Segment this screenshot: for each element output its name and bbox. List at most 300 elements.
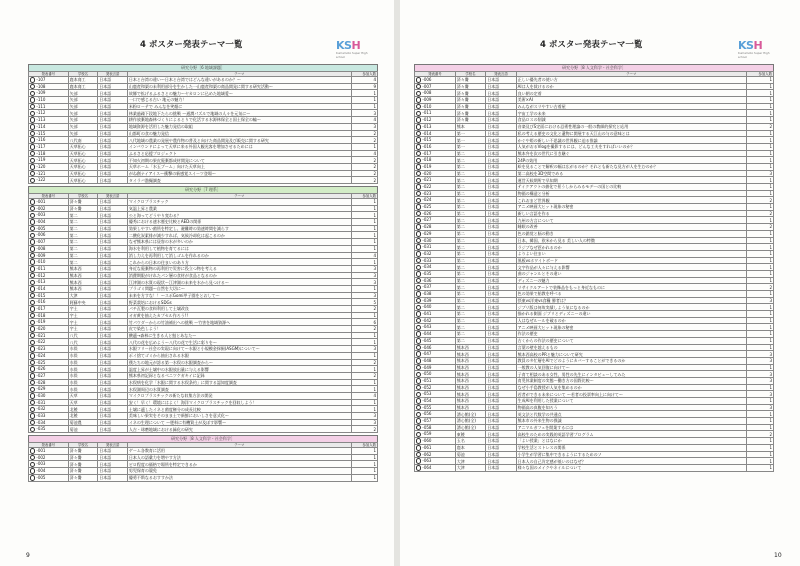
theme: 物価の構造と分析 [516,190,746,197]
participant-count: 2 [351,306,377,313]
participant-count: 1 [746,137,773,144]
circle-mark-icon [30,340,35,345]
theme: 曲のジャンルとその違い [516,270,746,277]
school-name: 矢部 [68,103,98,110]
language: 日本語 [486,424,516,431]
circle-mark-icon [30,373,35,378]
table-row [415,284,774,291]
theme: 温度上昇が土壌中の水銀放出量に与える影響 [127,366,351,373]
table-row [29,426,378,433]
circle-mark-icon [416,365,421,370]
participant-count: 1 [746,110,773,117]
school-name: 済々黌 [455,103,485,110]
participant-count: 1 [351,225,377,232]
theme-tables [28,64,378,482]
circle-mark-icon [30,199,35,204]
presentation-number: -020 [29,326,69,333]
theme: インバウンドによって天草に来る外国人観光客を増加させるためには [127,143,351,150]
circle-mark-icon [416,198,421,203]
presentation-number: -007 [29,239,69,246]
circle-mark-icon [30,448,35,453]
school-name: 熊本西 [455,404,485,411]
theme: 日本人の語彙力を増やす方法 [127,454,351,461]
table-row [29,299,378,306]
theme: テイクアウトの値化で景うしからみるモデーの国との比較 [516,184,746,191]
table-row [29,205,378,212]
table-row [415,364,774,371]
table-row [29,252,378,259]
language: 日本語 [486,384,516,391]
presentation-number: -004 [29,219,69,226]
table-row [415,130,774,137]
participant-count: 1 [351,219,377,226]
circle-mark-icon [416,285,421,290]
language: 日本語 [98,346,128,353]
school-name: 熊本 [455,123,485,130]
participant-count: 1 [746,130,773,137]
participant-count: 1 [351,312,377,319]
theme: 育児休業制度の実態～働き方の国際比較～ [516,377,746,384]
theme: 一口で感じる古い 地元の魅力！ [127,97,351,104]
participant-count: 1 [746,157,773,164]
school-name: 湧心館(全) [455,411,485,418]
school-name: 第二 [455,163,485,170]
presentation-number: -004 [29,468,69,475]
table-row [29,454,378,461]
circle-mark-icon [416,358,421,363]
circle-mark-icon [30,233,35,238]
circle-mark-icon [416,432,421,437]
participant-count: 1 [746,83,773,90]
presentation-number: -064 [415,464,456,471]
table-row [415,311,774,318]
school-name: 第二 [455,177,485,184]
participant-count: 1 [746,97,773,104]
theme: マイクロプラスチック [127,199,351,206]
presentation-number: -116 [29,137,69,144]
participant-count: 1 [351,352,377,359]
theme: 耕作放棄地森林づくりによるとりで化活する水源林保全と国土保全の輪～ [127,117,351,124]
theme: 生成AIを利用した授業について [516,398,746,405]
school-name: 熊本西 [455,384,485,391]
participant-count: 1 [351,332,377,339]
circle-mark-icon [416,445,421,450]
presentation-number: -027 [415,217,456,224]
school-name: 天草拓心 [68,177,98,184]
theme: マイクロプラスチックの新たな収集方法の開発 [127,392,351,399]
theme: 水銀フリー社会の実現に向けて～水銀と小規模金採掘(ASGM)について～ [127,346,351,353]
presentation-number: -008 [29,245,69,252]
school-name: 第二 [68,239,98,246]
circle-mark-icon [416,164,421,169]
school-name: 第二 [455,331,485,338]
table-row [29,399,378,406]
table-row [29,97,378,104]
language: 日本語 [98,245,128,252]
school-name: 第二 [455,297,485,304]
theme: 第二高校を3D空間でめる [516,170,746,177]
participant-count: 1 [351,97,377,104]
theme: 私の考える歴史の文化と遺物に開展する天江山の与の意味とは [516,130,746,137]
column-header: テーマ [127,72,351,77]
column-header: 発表言語 [486,72,516,77]
table-row [29,259,378,266]
table-row [29,306,378,313]
theme: 黒板vsホワイトボード [516,257,746,264]
theme: 八代の花を広めよう～八代の花で生活に彩りを～ [127,339,351,346]
presentation-number: -110 [29,97,69,104]
theme: 日本、韓国、欧米から見る 美しい人の特徴 [516,237,746,244]
theme: 身近な廃棄物の再利用で災害に役立つ物を考える [127,265,351,272]
participant-count: 2 [746,431,773,438]
presentation-number: -023 [29,346,69,353]
circle-mark-icon [416,238,421,243]
theme: ジブリ版は何故実績しよう気になるのか [516,304,746,311]
table-row [29,110,378,117]
column-header: 発表番号 [29,72,69,77]
participant-count: 1 [746,424,773,431]
language: 日本語 [486,157,516,164]
language: 日本語 [486,404,516,411]
column-header: 発表番号 [29,194,69,199]
circle-mark-icon [416,258,421,263]
presentation-number: -025 [29,359,69,366]
school-name: 第二 [455,210,485,217]
theme: 人気がおるVlogを撮影するには、どんな工夫をすればいいのか？ [516,143,746,150]
circle-mark-icon [416,204,421,209]
theme: 文字作品が人々に与える影響 [516,264,746,271]
participant-count: 1 [746,277,773,284]
theme: 熊本県初記録となるベニツケガキイに記録 [127,372,351,379]
presentation-number: -051 [415,377,456,384]
table-row [29,143,378,150]
school-name: 八代 [68,332,98,339]
theme: 水俣病を化学「水銀に関する水俣条約」に関する認知度調査 [127,379,351,386]
circle-mark-icon [416,91,421,96]
school-name: 第二 [455,317,485,324]
theme: ゲーム各教育に活用 [127,448,351,455]
table-row [415,277,774,284]
presentation-number: -037 [415,284,456,291]
presentation-number: -023 [415,190,456,197]
participant-count: 3 [746,377,773,384]
table-row [29,461,378,468]
circle-mark-icon [30,84,35,89]
table-row [29,406,378,413]
language: 日本語 [98,392,128,399]
participant-count: 1 [351,285,377,292]
presentation-number: -062 [415,451,456,458]
presentation-number: -019 [29,319,69,326]
presentation-number: -039 [415,297,456,304]
circle-mark-icon [30,104,35,109]
circle-mark-icon [30,407,35,412]
school-name: 第二 [455,264,485,271]
table-row [415,398,774,405]
language: 日本語 [98,103,128,110]
school-name: 第二 [455,190,485,197]
right-page [400,0,800,566]
theme: 優秀における速水歴史比較とAEDの関係 [127,219,351,226]
language: 日本語 [486,83,516,90]
column-header: 発表言語 [98,194,128,199]
language: 日本語 [486,143,516,150]
presentation-number: -006 [415,77,456,84]
theme: アニマルガフェを開業するには [516,424,746,431]
language: 日本語 [486,103,516,110]
participant-count: 4 [351,392,377,399]
presentation-number: -012 [29,272,69,279]
column-header: テーマ [127,443,351,448]
table-row [29,245,378,252]
participant-count: 5 [351,299,377,306]
table-row [29,219,378,226]
language: 日本語 [98,319,128,326]
presentation-number: -032 [415,250,456,257]
participant-count: 9 [351,83,377,90]
column-header: 参加人数 [351,72,377,77]
circle-mark-icon [30,206,35,211]
theme: 「よい授業」とはなにか [516,438,746,445]
theme: よりよい住まい [516,250,746,257]
language: 日本語 [98,170,128,177]
table-row [415,137,774,144]
language: 日本語 [486,184,516,191]
language: 日本語 [486,364,516,371]
language: 日本語 [486,177,516,184]
language: 日本語 [486,170,516,177]
participant-count: 1 [746,250,773,257]
circle-mark-icon [30,427,35,432]
theme: アニメ映画大ヒット現象の秘密 [516,204,746,211]
participant-count: 2 [351,359,377,366]
theme: 消費期限がけれたパン層の食材が食品となるのか [127,272,351,279]
table-row [415,170,774,177]
school-name: 東稜 [455,431,485,438]
theme: 美味しい果実をそのまま土で新鮮においしさを意式化～ [127,413,351,420]
circle-mark-icon [416,178,421,183]
school-name: 済々黌 [455,110,485,117]
presentation-number: -028 [29,379,69,386]
table-row [415,357,774,364]
circle-mark-icon [416,278,421,283]
school-name: 済々黌 [68,461,98,468]
theme: 竹パウダーからの竹油補出への挑戦 ～竹害を地域資源へ [127,319,351,326]
participant-count: 1 [351,199,377,206]
theme: 江津湖の水質の現状～江津湖の未来を水から見つける～ [127,279,351,286]
participant-count: 3 [351,272,377,279]
presentation-number: -026 [415,210,456,217]
language: 日本語 [486,264,516,271]
participant-count: 3 [351,419,377,426]
table-row [29,448,378,455]
school-name: 大津 [68,292,98,299]
presentation-number: -024 [29,352,69,359]
language: 日本語 [486,97,516,104]
school-name: 矢部 [68,110,98,117]
language: 日本語 [486,90,516,97]
circle-mark-icon [30,226,35,231]
circle-mark-icon [416,144,421,149]
table-row [415,411,774,418]
theme-table [28,442,378,481]
circle-mark-icon [416,311,421,316]
language: 日本語 [98,199,128,206]
language: 日本語 [98,272,128,279]
theme: これからの日本の住まいのあり方 [127,259,351,266]
theme: プラゴミ問題～自然を大切に～ [127,285,351,292]
circle-mark-icon [30,320,35,325]
presentation-number: -006 [29,232,69,239]
section-header: 研究分野［8 人文科学・社会科学］ [414,64,774,71]
language: 日本語 [98,219,128,226]
theme: 酸適→森林に生きる人と鮭とあなた～ [127,332,351,339]
circle-mark-icon [30,420,35,425]
presentation-number: -031 [29,399,69,406]
table-row [29,468,378,475]
circle-mark-icon [416,338,421,343]
circle-mark-icon [30,151,35,156]
table-row [415,143,774,150]
presentation-number: -017 [29,306,69,313]
participant-count: 1 [746,458,773,465]
school-name: 大津 [455,464,485,471]
ksh-logo: KSH Kumamoto Super High school [738,39,770,59]
table-row [415,237,774,244]
theme: ビロ程度の価格で場所を特定できるか [127,461,351,468]
school-name: 天草 [68,392,98,399]
circle-mark-icon [416,265,421,270]
school-name: 熊本西 [455,344,485,351]
participant-count: 3 [746,404,773,411]
table-row [415,110,774,117]
table-row [415,317,774,324]
circle-mark-icon [416,137,421,142]
theme: 男児保育の競免 [127,468,351,475]
table-row [29,163,378,170]
theme: 日本人の自己肯定感が低いのはなぜ？ [516,458,746,465]
circle-mark-icon [416,218,421,223]
school-name: 済々黌 [68,474,98,481]
school-name: 矢部 [68,123,98,130]
language: 日本語 [486,270,516,277]
presentation-number: -030 [415,237,456,244]
school-name: 第二 [455,284,485,291]
theme: 運営天候期所で早知期 [516,177,746,184]
school-name: 済々黌 [68,454,98,461]
participant-count: 1 [746,344,773,351]
participant-count: 1 [351,232,377,239]
circle-mark-icon [416,465,421,470]
circle-mark-icon [416,378,421,383]
participant-count: 2 [351,163,377,170]
circle-mark-icon [30,246,35,251]
school-name: 第二 [455,230,485,237]
participant-count: 3 [746,351,773,358]
presentation-number: -029 [415,230,456,237]
school-name: 宇土 [68,326,98,333]
language: 日本語 [486,444,516,451]
presentation-number: -003 [29,212,69,219]
school-name: 宇土 [68,306,98,313]
circle-mark-icon [30,360,35,365]
school-name: 済々黌 [455,117,485,124]
table-row [29,272,378,279]
circle-mark-icon [416,405,421,410]
language: 日本語 [486,438,516,445]
circle-mark-icon [416,77,421,82]
circle-mark-icon [30,144,35,149]
participant-count: 1 [746,444,773,451]
presentation-number: -033 [29,413,69,420]
participant-count: 1 [351,474,377,481]
page-number: 10 [774,552,782,559]
language: 日本語 [486,237,516,244]
circle-mark-icon [416,111,421,116]
school-name: 熊本西 [455,371,485,378]
participant-count: 1 [351,461,377,468]
column-header: 参加人数 [351,194,377,199]
table-row [29,366,378,373]
presentation-number: -015 [415,137,456,144]
column-header: 学校名 [455,72,485,77]
table-row [415,83,774,90]
language: 日本語 [98,90,128,97]
table-row [29,474,378,481]
participant-count: 1 [746,438,773,445]
circle-mark-icon [30,333,35,338]
presentation-number: -050 [415,371,456,378]
participant-count: 1 [351,379,377,386]
theme-tables [414,64,774,472]
participant-count: 1 [351,406,377,413]
participant-count: 1 [746,230,773,237]
left-page [0,0,394,566]
theme: 正しい優先者の使い方 [516,77,746,84]
table-row [415,117,774,124]
circle-mark-icon [30,393,35,398]
table-row [415,404,774,411]
participant-count: 1 [351,143,377,150]
table-row [415,324,774,331]
school-name: 第二 [455,150,485,157]
school-name: 第二 [455,217,485,224]
theme: 物価高の真腹を知ろう [516,404,746,411]
presentation-number: -057 [415,418,456,425]
table-row [29,352,378,359]
theme: 新しい言語を作る [516,210,746,217]
presentation-number: -001 [29,448,69,455]
presentation-number: -015 [29,292,69,299]
participant-count: 3 [351,346,377,353]
school-name: 第二 [68,219,98,226]
language: 日本語 [98,77,128,84]
theme: ふるさと応援プロジェクト [127,150,351,157]
language: 日本語 [98,448,128,455]
theme: 効果しやすい菌所を特定し、避難時の効速時間を減らす [127,225,351,232]
circle-mark-icon [30,300,35,305]
language: 日本語 [486,304,516,311]
language: 日本語 [98,157,128,164]
language: 日本語 [98,232,128,239]
participant-count: 3 [746,357,773,364]
theme: オガ黄を抽えたカプセル作ろう!! [127,312,351,319]
participant-count: 1 [746,77,773,84]
circle-mark-icon [30,455,35,460]
language: 日本語 [486,464,516,471]
school-name: 熊本西 [455,357,485,364]
theme: 故郷で拡げるふるさとの魅力～ヤカロンに込めた地域愛～ [127,90,351,97]
